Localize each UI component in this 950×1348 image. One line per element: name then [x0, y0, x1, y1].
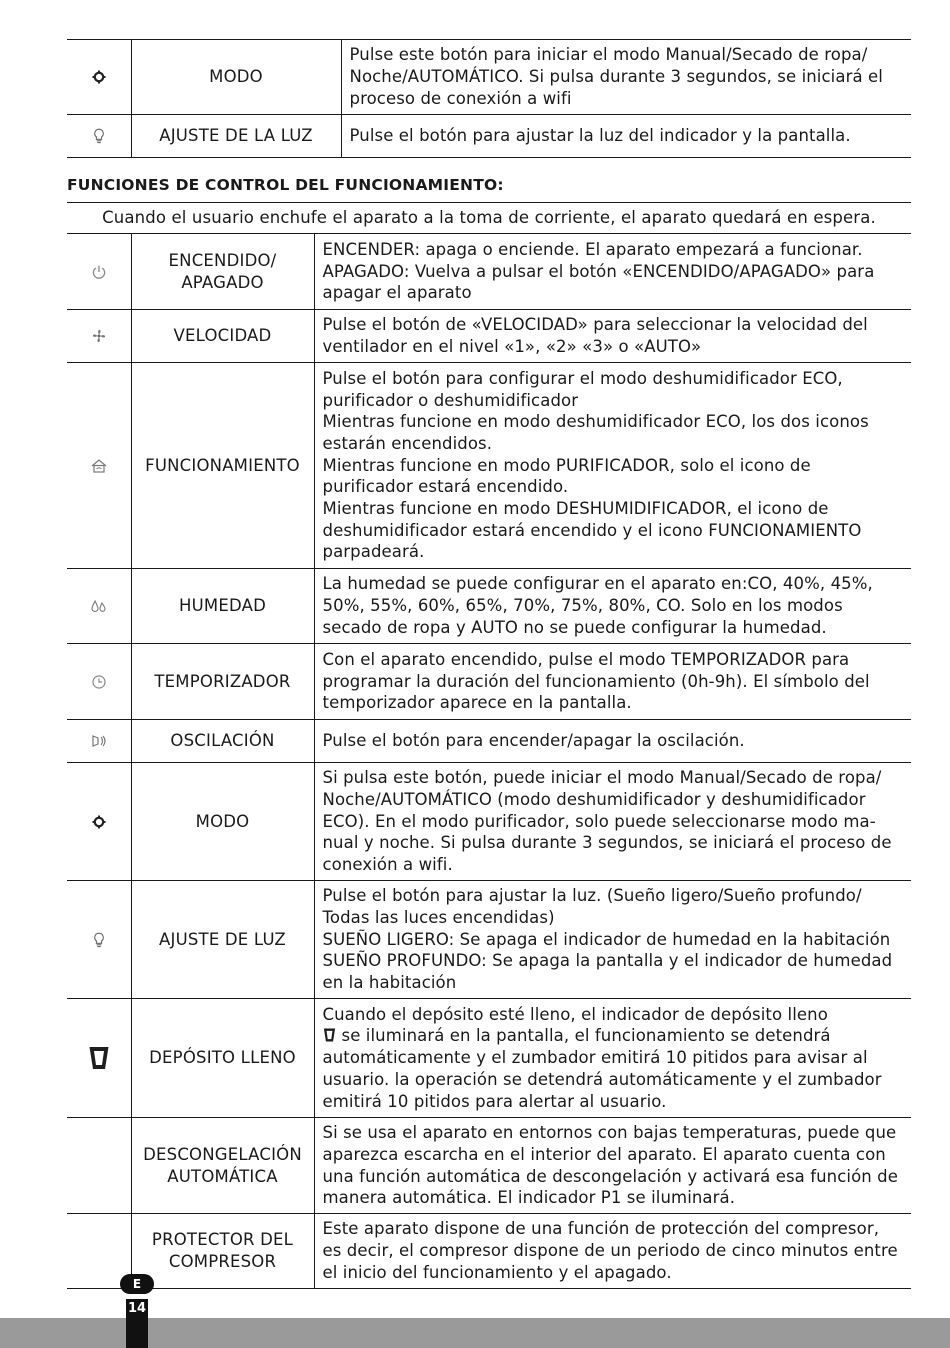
description-text: es decir, el compresor dispone de un periodo de cinco minutos entre: [322, 1241, 898, 1261]
icon-cell: [67, 115, 131, 158]
description-line: [323, 832, 908, 854]
function-description: [314, 999, 911, 1118]
description-line: [323, 811, 908, 833]
function-row: [67, 234, 911, 310]
description-text: Mientras funcione en modo DESHUMIDIFICADOR, el icono de: [322, 499, 829, 519]
icon-cell: [67, 999, 131, 1118]
description-line: [323, 520, 908, 542]
description-line: [323, 1122, 908, 1144]
control-functions-table: [67, 233, 911, 1289]
description-line: [323, 649, 908, 671]
description-text: ENCENDER: apaga o enciende. El aparato empezará a funcionar.: [322, 239, 863, 259]
description-text: Mientras funcione en modo PURIFICADOR, solo el icono de: [322, 455, 811, 475]
fan-icon: [67, 328, 131, 344]
description-line: [350, 66, 908, 88]
description-line: [323, 1166, 908, 1188]
description-line: [323, 1069, 908, 1091]
description-text: Si pulsa este botón, puede iniciar el modo Manual/Secado de ropa/: [322, 768, 882, 788]
description-line: [323, 885, 908, 907]
description-text: en la habitación: [322, 973, 457, 993]
description-text: emitirá 10 pitidos para alertar al usuario.: [322, 1091, 667, 1111]
function-name-line: AJUSTE DE LUZ: [159, 929, 286, 949]
description-text: apagar el aparato: [322, 283, 472, 303]
description-text: 50%, 55%, 60%, 65%, 70%, 75%, 80%, CO. Solo en los modos: [322, 596, 843, 616]
lightbulb-icon: [67, 128, 131, 144]
function-description: [314, 1118, 911, 1214]
function-row: [67, 1118, 911, 1214]
function-name-line: APAGADO: [181, 272, 264, 292]
description-line: [323, 1004, 908, 1026]
description-line: [323, 411, 908, 433]
description-line: [323, 1144, 908, 1166]
function-name-line: HUMEDAD: [179, 596, 266, 615]
description-line: [323, 1091, 908, 1113]
humidity-drops-icon: [67, 599, 131, 613]
description-text: ECO). En el modo purificador, solo puede seleccionarse modo ma-: [322, 811, 876, 831]
description-line: [323, 671, 908, 693]
function-name-line: DESCONGELACIÓN: [143, 1144, 302, 1164]
function-row: [67, 881, 911, 999]
page-number: 14: [127, 1301, 147, 1316]
function-name: [131, 644, 314, 720]
icon-cell: [67, 881, 131, 999]
description-text: se iluminará en la pantalla, el funcionamiento se detendrá: [341, 1026, 831, 1046]
description-text: manera automática. El indicador P1 se iluminará.: [322, 1188, 736, 1208]
description-line: [323, 282, 908, 304]
function-row: [67, 40, 911, 115]
icon-cell: [67, 644, 131, 720]
description-line: [323, 1025, 908, 1047]
power-icon: [67, 264, 131, 280]
description-text: La humedad se puede configurar en el aparato en:CO, 40%, 45%,: [322, 574, 873, 594]
icon-cell: [67, 234, 131, 310]
icon-cell: [67, 363, 131, 569]
description-text: SUEÑO LIGERO: Se apaga el indicador de humedad en la habitación: [322, 929, 891, 949]
function-name: [131, 1214, 314, 1289]
language-badge: E: [120, 1274, 154, 1294]
description-text: nual y noche. Si pulsa durante 3 segundos, se iniciará el proceso de: [322, 833, 892, 853]
description-line: [323, 929, 908, 951]
description-text: Pulse el botón para configurar el modo deshumidificador ECO,: [322, 368, 843, 388]
description-text: Este aparato dispone de una función de protección del compresor,: [322, 1219, 880, 1239]
function-name: [131, 234, 314, 310]
description-text: Cuando el depósito esté lleno, el indicador de depósito lleno: [322, 1004, 828, 1024]
function-name: [131, 363, 314, 569]
function-name-line: COMPRESOR: [168, 1252, 277, 1271]
gear-icon: [67, 70, 131, 84]
function-row: [67, 644, 911, 720]
description-text: usuario. la operación se detendrá automáticamente y el zumbador: [322, 1069, 882, 1089]
description-text: Pulse este botón para iniciar el modo Manual/Secado de ropa/: [349, 45, 868, 65]
function-name: [131, 763, 314, 881]
description-line: [323, 789, 908, 811]
icon-cell: [67, 763, 131, 881]
description-line: [323, 314, 908, 336]
description-text: temporizador aparece en la pantalla.: [322, 693, 632, 713]
description-text: purificador o deshumidificador: [322, 390, 579, 410]
description-line: [323, 1218, 908, 1240]
function-row: [67, 115, 911, 158]
description-line: [323, 767, 908, 789]
function-name: [131, 881, 314, 999]
tank-icon: [323, 1027, 336, 1043]
description-text: estarán encendidos.: [322, 433, 493, 453]
description-line: [350, 44, 908, 66]
description-line: [323, 455, 908, 477]
function-name-line: TEMPORIZADOR: [154, 671, 291, 691]
description-text: purificador estará encendido.: [322, 477, 569, 497]
function-description: [314, 644, 911, 720]
icon-cell: [67, 569, 131, 644]
top-function-table: [67, 39, 911, 158]
description-text: APAGADO: Vuelva a pulsar el botón «ENCENDIDO/APAGADO» para: [322, 261, 875, 281]
description-text: SUEÑO PROFUNDO: Se apaga la pantalla y el indicador de humedad: [322, 951, 893, 971]
tank-icon: [67, 1045, 131, 1071]
function-description: [314, 363, 911, 569]
function-name-line: PROTECTOR DEL: [151, 1230, 294, 1249]
description-text: Noche/AUTOMÁTICO (modo deshumidificador y deshumidificador: [322, 789, 866, 809]
description-text: deshumidificador estará encendido y el icono FUNCIONAMIENTO: [322, 520, 862, 540]
description-line: [323, 498, 908, 520]
description-text: ventilador en el nivel «1», «2» «3» o «AUTO»: [322, 337, 702, 356]
description-text: proceso de conexión a wifi: [349, 88, 572, 108]
description-line: [323, 390, 908, 412]
description-text: Con el aparato encendido, pulse el modo TEMPORIZADOR para: [322, 649, 850, 669]
function-name-line: ENCENDIDO/: [168, 250, 277, 270]
function-description: [341, 40, 911, 115]
function-description: [314, 1214, 911, 1289]
function-name: [131, 115, 341, 158]
function-name-line: DEPÓSITO LLENO: [149, 1048, 296, 1067]
description-line: [323, 950, 908, 972]
description-text: Pulse el botón para ajustar la luz. (Sueño ligero/Sueño profundo/: [322, 886, 862, 906]
function-name: [131, 999, 314, 1118]
description-text: parpadeará.: [322, 542, 425, 562]
gear-icon: [67, 815, 131, 829]
function-name-line: MODO: [209, 67, 263, 86]
description-text: el inicio del funcionamiento y el apagado.: [322, 1262, 672, 1282]
description-text: Noche/AUTOMÁTICO. Si pulsa durante 3 segundos, se iniciará el: [349, 67, 883, 87]
description-text: Pulse el botón de «VELOCIDAD» para seleccionar la velocidad del: [322, 315, 868, 335]
function-name-line: OSCILACIÓN: [170, 731, 275, 750]
description-text: Todas las luces encendidas): [322, 907, 555, 927]
oscillation-icon: [67, 733, 131, 749]
description-line: [323, 1240, 908, 1262]
function-name: [131, 720, 314, 763]
description-line: [323, 541, 908, 563]
description-line: [323, 476, 908, 498]
lightbulb-icon: [67, 932, 131, 948]
icon-cell: [67, 720, 131, 763]
description-text: Pulse el botón para ajustar la luz del indicador y la pantalla.: [349, 126, 851, 146]
description-text: programar la duración del funcionamiento (0h-9h). El símbolo del: [322, 671, 870, 691]
description-line: [350, 125, 908, 147]
function-row: [67, 999, 911, 1118]
icon-cell: [67, 310, 131, 363]
function-name: [131, 310, 314, 363]
description-line: [323, 336, 908, 358]
function-name: [131, 40, 341, 115]
function-description: [314, 234, 911, 310]
description-line: [323, 433, 908, 455]
function-row: [67, 310, 911, 363]
description-text: Mientras funcione en modo deshumidificador ECO, los dos iconos: [322, 412, 869, 432]
function-name: [131, 569, 314, 644]
description-line: [323, 239, 908, 261]
house-icon: [67, 458, 131, 474]
section-heading: FUNCIONES DE CONTROL DEL FUNCIONAMIENTO:: [67, 176, 504, 194]
function-row: [67, 720, 911, 763]
function-name-line: FUNCIONAMIENTO: [145, 455, 300, 475]
function-description: [314, 763, 911, 881]
description-line: [323, 1262, 908, 1284]
function-name: [131, 1118, 314, 1214]
function-row: [67, 1214, 911, 1289]
description-line: [323, 972, 908, 994]
clock-icon: [67, 674, 131, 690]
description-text: Pulse el botón para encender/apagar la oscilación.: [322, 731, 745, 751]
function-name-line: AJUSTE DE LA LUZ: [159, 126, 313, 145]
description-text: secado de ropa y AUTO no se puede configurar la humedad.: [322, 617, 827, 637]
icon-cell: [67, 1118, 131, 1214]
function-name-line: MODO: [195, 811, 250, 831]
description-line: [323, 730, 908, 752]
description-line: [323, 595, 908, 617]
function-description: [314, 720, 911, 763]
description-line: [323, 617, 908, 639]
description-text: conexión a wifi.: [322, 855, 453, 875]
description-line: [323, 1047, 908, 1069]
standby-note: Cuando el usuario enchufe el aparato a la toma de corriente, el aparato quedará en espera.: [67, 202, 911, 233]
description-line: [323, 692, 908, 714]
description-line: [323, 261, 908, 283]
function-description: [314, 569, 911, 644]
description-line: [350, 88, 908, 110]
description-text: aparezca escarcha en el interior del aparato. El aparato cuenta con: [322, 1144, 886, 1164]
function-row: [67, 363, 911, 569]
description-text: automáticamente y el zumbador emitirá 10 pitidos para avisar al: [322, 1048, 868, 1068]
function-name-line: AUTOMÁTICA: [167, 1166, 278, 1186]
description-line: [323, 907, 908, 929]
description-text: una función automática de descongelación y activará esa función de: [322, 1166, 899, 1186]
icon-cell: [67, 40, 131, 115]
function-description: [314, 881, 911, 999]
description-text: Si se usa el aparato en entornos con bajas temperaturas, puede que: [322, 1123, 897, 1143]
description-line: [323, 368, 908, 390]
description-line: [323, 854, 908, 876]
function-name-line: VELOCIDAD: [173, 326, 272, 345]
function-row: [67, 763, 911, 881]
description-line: [323, 1187, 908, 1209]
function-row: [67, 569, 911, 644]
function-description: [314, 310, 911, 363]
description-line: [323, 573, 908, 595]
function-description: [341, 115, 911, 158]
